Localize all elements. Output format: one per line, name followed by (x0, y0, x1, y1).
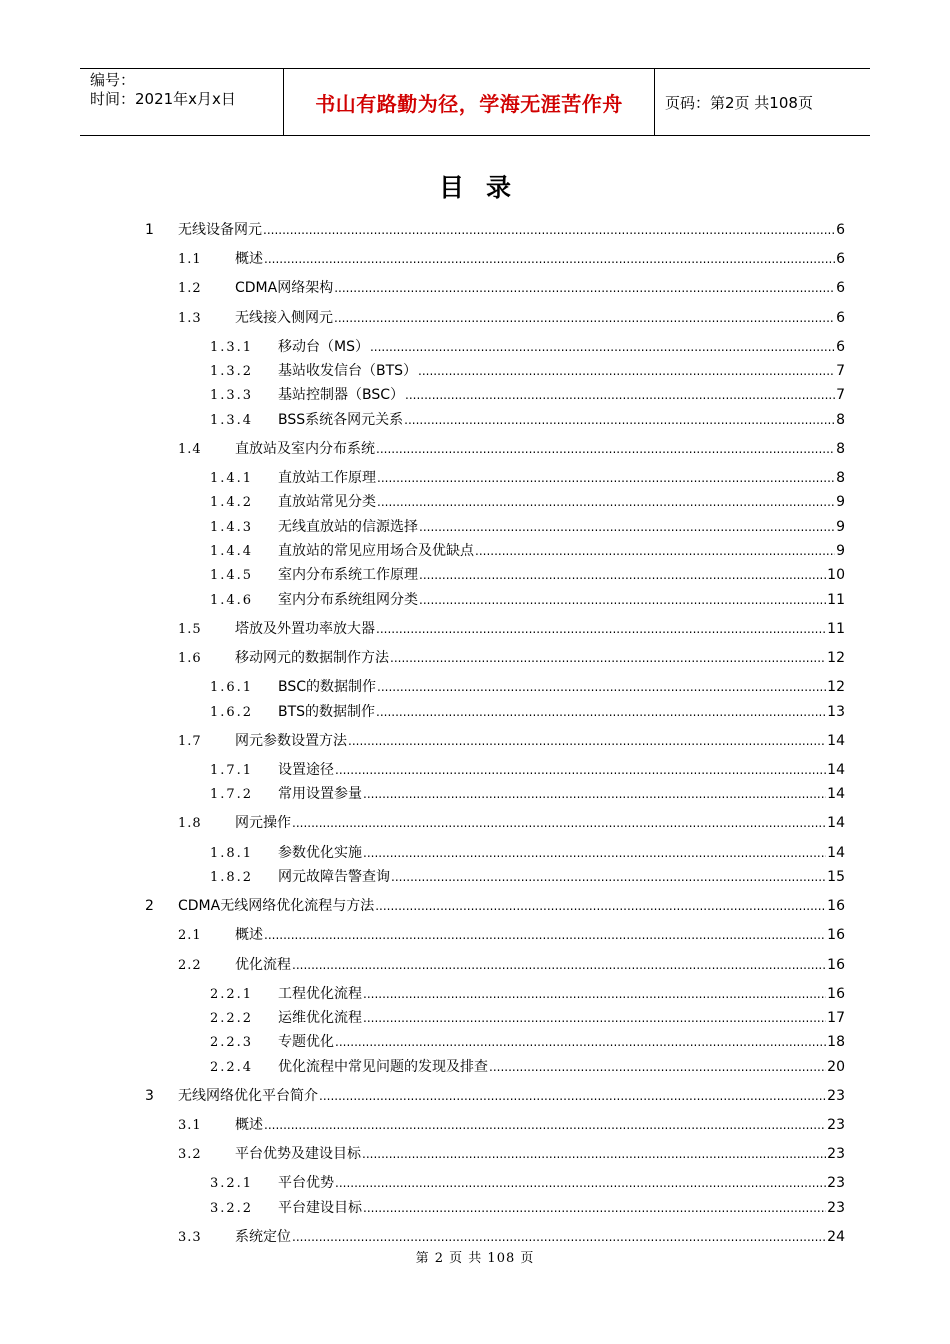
toc-entry-number: 1.8.2 (210, 869, 254, 885)
toc-entry[interactable] (210, 984, 845, 1004)
toc-entry-number: 2.2 (178, 957, 202, 973)
toc-entry-text: BSS系统各网元关系 (278, 411, 404, 428)
toc-leader-dots (404, 410, 835, 430)
header-motto: 书山有路勤为径，学海无涯苦作舟 (283, 69, 655, 135)
toc-leader-dots (264, 925, 826, 945)
toc-entry-text: 基站收发信台（BTS） (278, 363, 418, 380)
toc-entry-page: 14 (827, 786, 845, 803)
toc-entry-text: 平台建设目标 (278, 1199, 362, 1216)
toc-entry[interactable] (210, 1008, 845, 1028)
header-time: 时间：2021年x月x日 (90, 90, 236, 108)
toc-entry[interactable] (210, 1057, 845, 1077)
toc-entry[interactable] (178, 308, 845, 328)
toc-leader-dots (363, 1008, 826, 1028)
toc-leader-dots (475, 541, 835, 561)
header-page-info: 页码：第2页 共108页 (665, 93, 813, 112)
toc-leader-dots (370, 337, 835, 357)
toc-entry-page: 15 (827, 868, 845, 885)
toc-entry[interactable] (178, 1144, 845, 1164)
toc-leader-dots (376, 619, 826, 639)
toc-entry-page: 8 (836, 440, 845, 457)
toc-entry-text: 平台优势及建设目标 (235, 1146, 361, 1163)
toc-entry-page: 14 (827, 815, 845, 832)
toc-entry-text: 无线网络优化平台简介 (178, 1087, 318, 1104)
toc-entry-page: 18 (827, 1034, 845, 1051)
toc-entry[interactable] (178, 249, 845, 269)
page-header (80, 68, 870, 136)
toc-entry[interactable] (178, 648, 845, 668)
toc-entry-page: 12 (827, 650, 845, 666)
toc-leader-dots (405, 385, 835, 405)
toc-entry-number: 1.5 (178, 621, 202, 637)
toc-entry-page: 23 (827, 1175, 845, 1192)
toc-entry-page: 11 (827, 591, 845, 608)
toc-entry-number: 1.7.2 (210, 787, 254, 803)
toc-entry-text: 塔放及外置功率放大器 (235, 620, 375, 637)
toc-entry-text: 系统定位 (235, 1228, 291, 1245)
toc-entry[interactable] (210, 468, 845, 488)
toc-entry-page: 12 (827, 679, 845, 696)
toc-entry-text: 平台优势 (278, 1175, 334, 1192)
toc-entry-text: 概述 (235, 927, 263, 944)
toc-entry-text: 常用设置参量 (278, 786, 362, 803)
toc-entry-number: 1.4.4 (210, 544, 254, 559)
toc-entry-text: 直放站常见分类 (278, 494, 376, 511)
toc-entry-number: 1.3.3 (210, 388, 254, 404)
toc-entry-number: 1.8.1 (210, 845, 254, 861)
toc-entry[interactable] (210, 541, 845, 561)
toc-entry-text: 工程优化流程 (278, 985, 362, 1002)
toc-entry-number: 1.4.6 (210, 592, 254, 608)
toc-entry-number: 3.3 (178, 1229, 202, 1245)
toc-entry-text: 运维优化流程 (278, 1010, 362, 1026)
toc-entry-text: 优化流程中常见问题的发现及排查 (278, 1058, 488, 1075)
toc-leader-dots (264, 249, 835, 269)
toc-entry-number: 1.6.1 (210, 680, 254, 696)
toc-entry-text: 直放站工作原理 (278, 470, 376, 487)
toc-leader-dots (363, 843, 826, 863)
toc-leader-dots (348, 731, 826, 751)
toc-entry-page: 23 (827, 1087, 845, 1104)
toc-leader-dots (419, 590, 826, 610)
toc-entry-page: 10 (827, 567, 845, 584)
toc-entry-page: 23 (827, 1146, 845, 1163)
toc-entry[interactable] (210, 1032, 845, 1052)
toc-entry-page: 9 (836, 494, 845, 511)
toc-leader-dots (376, 702, 826, 722)
toc-leader-dots (335, 1173, 826, 1193)
toc-entry-number: 2.2.2 (210, 1011, 254, 1026)
toc-leader-dots (390, 648, 826, 668)
toc-entry[interactable] (210, 784, 845, 804)
page-footer: 第 2 页 共 108 页 (415, 1251, 535, 1266)
toc-entry[interactable] (178, 619, 845, 639)
toc-entry[interactable] (210, 677, 845, 697)
toc-entry-page: 16 (827, 927, 845, 944)
toc-entry[interactable] (145, 220, 845, 240)
toc-entry-text: 直放站及室内分布系统 (235, 440, 375, 457)
toc-entry-text: 设置途径 (278, 761, 334, 778)
toc-entry-number: 1.6.2 (210, 704, 254, 720)
toc-entry-number: 1.6 (178, 651, 202, 666)
toc-entry-number: 1.3.2 (210, 364, 254, 380)
toc-entry-number: 1.1 (178, 252, 202, 268)
toc-leader-dots (489, 1057, 826, 1077)
toc-entry[interactable] (210, 867, 845, 887)
toc-entry-number: 2 (145, 898, 154, 915)
toc-entry-page: 6 (836, 309, 845, 326)
toc-entry-text: 直放站的常见应用场合及优缺点 (278, 543, 474, 559)
toc-entry-number: 3.2.2 (210, 1200, 254, 1216)
toc-leader-dots (377, 468, 835, 488)
toc-title: 目录 (438, 173, 533, 202)
toc-entry[interactable] (210, 590, 845, 610)
toc-entry[interactable] (178, 813, 845, 833)
toc-leader-dots (292, 1227, 826, 1247)
toc-entry-page: 20 (827, 1058, 845, 1075)
toc-entry-number: 3.1 (178, 1118, 202, 1133)
toc-leader-dots (362, 1144, 826, 1164)
toc-entry-text: 参数优化实施 (278, 844, 362, 861)
toc-entry-text: 网元参数设置方法 (235, 732, 347, 749)
toc-entry-text: 概述 (235, 251, 263, 268)
toc-leader-dots (334, 308, 835, 328)
toc-entry[interactable] (210, 337, 845, 357)
toc-entry-page: 9 (836, 518, 845, 535)
toc-leader-dots (391, 867, 826, 887)
toc-entry[interactable] (210, 760, 845, 780)
toc-entry-number: 1.3 (178, 310, 202, 326)
toc-leader-dots (319, 1086, 826, 1106)
toc-leader-dots (377, 492, 835, 512)
toc-entry-number: 1.4.1 (210, 471, 254, 487)
toc-entry-text: 专题优化 (278, 1034, 334, 1051)
toc-entry[interactable] (210, 385, 845, 405)
toc-entry-number: 2.2.3 (210, 1035, 254, 1051)
toc-entry-page: 6 (836, 338, 845, 355)
toc-entry[interactable] (210, 843, 845, 863)
toc-leader-dots (292, 955, 826, 975)
toc-entry-page: 8 (836, 470, 845, 487)
toc-entry-page: 9 (836, 543, 845, 559)
toc-entry-number: 2.1 (178, 928, 202, 944)
toc-entry-text: 无线接入侧网元 (235, 309, 333, 326)
toc-entry[interactable] (210, 361, 845, 381)
toc-entry-number: 1.4.2 (210, 495, 254, 511)
toc-entry-page: 13 (827, 703, 845, 720)
toc-entry-page: 24 (827, 1228, 845, 1245)
toc-entry-number: 1.3.1 (210, 339, 254, 355)
toc-entry-number: 1.7 (178, 733, 202, 749)
toc-entry-page: 23 (827, 1117, 845, 1133)
toc-entry-page: 14 (827, 732, 845, 749)
toc-entry-page: 23 (827, 1199, 845, 1216)
toc-entry-number: 3.2 (178, 1147, 202, 1163)
toc-leader-dots (363, 1198, 826, 1218)
toc-entry-page: 17 (827, 1010, 845, 1026)
toc-entry-text: 无线设备网元 (178, 222, 262, 238)
toc-entry-number: 1.7.1 (210, 762, 254, 778)
toc-leader-dots (264, 1115, 826, 1135)
toc-entry-number: 1.4.5 (210, 568, 254, 584)
toc-entry-text: 移动台（MS） (278, 338, 369, 355)
toc-entry-text: CDMA无线网络优化流程与方法 (178, 898, 375, 915)
toc-entry-page: 6 (836, 280, 845, 297)
toc-entry-page: 11 (827, 620, 845, 637)
toc-leader-dots (334, 278, 835, 298)
toc-entry-page: 6 (836, 251, 845, 268)
toc-entry-number: 1.4 (178, 441, 202, 457)
toc-entry[interactable] (210, 517, 845, 537)
toc-leader-dots (335, 760, 826, 780)
toc-leader-dots (419, 565, 826, 585)
toc-entry-text: 优化流程 (235, 956, 291, 973)
toc-entry[interactable] (178, 731, 845, 751)
toc-entry[interactable] (145, 896, 845, 916)
toc-entry-text: 无线直放站的信源选择 (278, 518, 418, 535)
toc-entry[interactable] (210, 410, 845, 430)
toc-entry-number: 2.2.1 (210, 986, 254, 1002)
toc-entry[interactable] (210, 1173, 845, 1193)
toc-entry-number: 1.8 (178, 816, 202, 832)
toc-entry-text: 网元故障告警查询 (278, 868, 390, 885)
toc-entry-page: 16 (827, 898, 845, 915)
toc-entry-page: 6 (836, 222, 845, 238)
toc-entry-text: 室内分布系统工作原理 (278, 567, 418, 584)
toc-entry-text: BTS的数据制作 (278, 703, 376, 720)
toc-entry-text: 基站控制器（BSC） (278, 387, 405, 404)
toc-entry[interactable] (178, 278, 845, 298)
toc-entry[interactable] (145, 1086, 845, 1106)
toc-entry[interactable] (210, 702, 845, 722)
toc-entry[interactable] (210, 1198, 845, 1218)
toc-entry[interactable] (178, 1115, 845, 1135)
toc-entry-page: 16 (827, 985, 845, 1002)
toc-entry-page: 7 (836, 387, 845, 404)
toc-entry-text: 概述 (235, 1117, 263, 1133)
toc-entry-text: BSC的数据制作 (278, 679, 377, 696)
toc-entry-page: 8 (836, 411, 845, 428)
toc-entry-number: 1.3.4 (210, 412, 254, 428)
toc-leader-dots (335, 1032, 826, 1052)
toc-leader-dots (263, 220, 835, 240)
toc-leader-dots (375, 896, 826, 916)
toc-leader-dots (292, 813, 826, 833)
toc-entry-number: 3 (145, 1087, 154, 1104)
toc-entry-text: 移动网元的数据制作方法 (235, 650, 389, 666)
toc-leader-dots (363, 784, 826, 804)
toc-entry-number: 2.2.4 (210, 1059, 254, 1075)
toc-entry-number: 3.2.1 (210, 1176, 254, 1192)
toc-entry-number: 1 (145, 222, 154, 238)
toc-entry-text: 室内分布系统组网分类 (278, 591, 418, 608)
toc-entry-page: 7 (836, 363, 845, 380)
toc-entry-text: 网元操作 (235, 815, 291, 832)
toc-entry-number: 1.2 (178, 281, 202, 297)
toc-entry[interactable] (210, 565, 845, 585)
toc-entry[interactable] (178, 439, 845, 459)
header-meta (80, 69, 283, 135)
toc-entry-page: 16 (827, 956, 845, 973)
toc-entry[interactable] (178, 1227, 845, 1247)
toc-entry[interactable] (178, 955, 845, 975)
toc-entry-page: 14 (827, 844, 845, 861)
toc-entry-page: 14 (827, 761, 845, 778)
toc-leader-dots (419, 517, 835, 537)
toc-leader-dots (377, 677, 826, 697)
toc-leader-dots (376, 439, 835, 459)
toc-leader-dots (418, 361, 835, 381)
toc-entry[interactable] (210, 492, 845, 512)
toc-entry[interactable] (178, 925, 845, 945)
toc-entry-number: 1.4.3 (210, 519, 254, 535)
toc-entry-text: CDMA网络架构 (235, 280, 334, 297)
toc-leader-dots (363, 984, 826, 1004)
header-number: 编号： (90, 71, 136, 89)
